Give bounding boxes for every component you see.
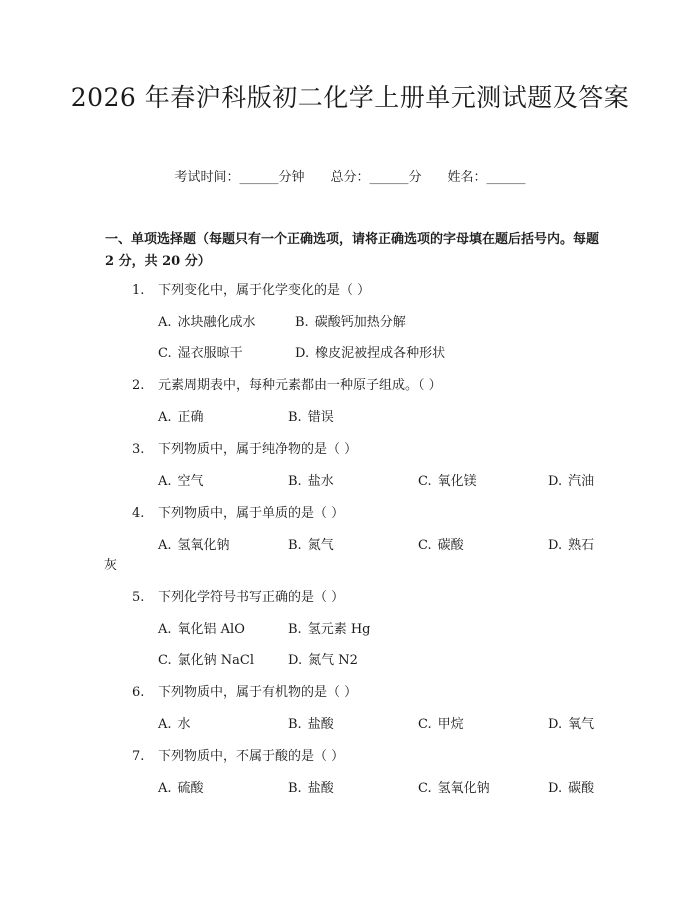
- option-letter: B.: [288, 781, 302, 796]
- option-b: [288, 779, 334, 799]
- option-text: 碳酸: [568, 781, 595, 796]
- question-text: 下列物质中，属于单质的是（ ）: [158, 506, 345, 521]
- option-letter: D.: [295, 346, 310, 361]
- option-letter: B.: [288, 538, 302, 553]
- option-letter: B.: [288, 717, 302, 732]
- option-letter: A.: [158, 315, 172, 330]
- question-6: [132, 683, 357, 703]
- options-row: [158, 779, 603, 799]
- options-row: [158, 313, 603, 333]
- question-4: [132, 504, 344, 524]
- option-letter: D.: [548, 538, 563, 553]
- option-text: 正确: [177, 410, 204, 425]
- options-row: [158, 408, 603, 428]
- options-row: [158, 651, 603, 671]
- options-row: [158, 472, 603, 492]
- option-a: [158, 715, 191, 735]
- option-a: [158, 779, 204, 799]
- option-b: [288, 408, 334, 428]
- option-text: 盐酸: [307, 781, 334, 796]
- question-text: 下列物质中，不属于酸的是（ ）: [158, 749, 345, 764]
- option-c: [158, 651, 254, 671]
- option-letter: A.: [158, 474, 172, 489]
- option-text: 氢元素 Hg: [307, 622, 371, 637]
- question-number: 7.: [132, 749, 145, 764]
- option-text: 湿衣服晾干: [177, 346, 243, 361]
- options-row: [158, 536, 603, 556]
- option-text: 碳酸: [437, 538, 464, 553]
- option-letter: A.: [158, 781, 172, 796]
- question-text: 下列物质中，属于纯净物的是（ ）: [158, 442, 358, 457]
- question-2: [132, 376, 442, 396]
- question-5: [132, 588, 344, 608]
- option-text: 甲烷: [437, 717, 464, 732]
- option-letter: D.: [288, 653, 303, 668]
- option-text: 硫酸: [177, 781, 204, 796]
- option-a: [158, 472, 204, 492]
- option-b: [288, 472, 334, 492]
- exam-meta: [0, 168, 700, 188]
- option-letter: B.: [288, 410, 302, 425]
- option-d: [548, 472, 594, 492]
- option-letter: A.: [158, 622, 172, 637]
- option-text: 错误: [307, 410, 334, 425]
- question-text: 下列物质中，属于有机物的是（ ）: [158, 685, 358, 700]
- option-letter: C.: [418, 474, 432, 489]
- option-text: 熟石: [568, 538, 595, 553]
- option-text: 汽油: [568, 474, 595, 489]
- student-name-field: 姓名：______: [447, 170, 526, 185]
- option-letter: C.: [158, 653, 172, 668]
- option-a: [158, 313, 256, 333]
- option-d: [288, 651, 358, 671]
- options-row: [158, 715, 603, 735]
- question-1: [132, 281, 370, 301]
- option-letter: D.: [548, 474, 563, 489]
- option-text: 空气: [177, 474, 204, 489]
- option-letter: A.: [158, 717, 172, 732]
- question-text: 元素周期表中，每种元素都由一种原子组成。（ ）: [158, 378, 442, 393]
- option-text: 盐水: [307, 474, 334, 489]
- option-b: [288, 620, 370, 640]
- option-c: [418, 715, 464, 735]
- option-a: [158, 620, 245, 640]
- question-text: 下列变化中，属于化学变化的是（ ）: [158, 283, 371, 298]
- option-b: [288, 715, 334, 735]
- option-letter: B.: [288, 474, 302, 489]
- option-letter: C.: [418, 781, 432, 796]
- option-b: [288, 536, 334, 556]
- question-number: 3.: [132, 442, 145, 457]
- option-text: 碳酸钙加热分解: [314, 315, 406, 330]
- question-number: 4.: [132, 506, 145, 521]
- total-score-field: 总分：______分: [330, 170, 422, 185]
- option-d: [548, 779, 594, 799]
- option-letter: C.: [418, 717, 432, 732]
- option-text: 水: [177, 717, 191, 732]
- option-text: 橡皮泥被捏成各种形状: [315, 346, 446, 361]
- option-a: [158, 536, 230, 556]
- option-text: 氯化钠 NaCl: [177, 653, 254, 668]
- option-letter: B.: [295, 315, 309, 330]
- option-letter: D.: [548, 781, 563, 796]
- option-text: 氮气: [307, 538, 334, 553]
- exam-time-field: 考试时间：______分钟: [174, 170, 305, 185]
- section-heading: 一、单项选择题（每题只有一个正确选项，请将正确选项的字母填在题后括号内。每题 2 分，共 20 分）: [105, 232, 600, 269]
- option-text: 氢氧化钠: [437, 781, 490, 796]
- question-number: 5.: [132, 590, 145, 605]
- option-text: 盐酸: [307, 717, 334, 732]
- option-c: [418, 536, 464, 556]
- question-text: 下列化学符号书写正确的是（ ）: [158, 590, 345, 605]
- option-wrap-continuation: 灰: [104, 558, 118, 573]
- question-number: 1.: [132, 283, 145, 298]
- question-7: [132, 747, 344, 767]
- option-c: [418, 472, 477, 492]
- option-c: [158, 344, 243, 364]
- document-title: 2026 年春沪科版初二化学上册单元测试题及答案: [70, 83, 630, 112]
- options-row: [158, 620, 603, 640]
- option-text: 氢氧化钠: [177, 538, 230, 553]
- question-number: 6.: [132, 685, 145, 700]
- option-a: [158, 408, 204, 428]
- option-text: 氧气: [568, 717, 595, 732]
- option-letter: A.: [158, 410, 172, 425]
- options-row: [158, 344, 603, 364]
- option-d: [295, 344, 445, 364]
- option-letter: A.: [158, 538, 172, 553]
- question-3: [132, 440, 357, 460]
- option-letter: D.: [548, 717, 563, 732]
- option-letter: B.: [288, 622, 302, 637]
- option-letter: C.: [158, 346, 172, 361]
- option-c: [418, 779, 490, 799]
- option-text: 氧化镁: [437, 474, 477, 489]
- question-number: 2.: [132, 378, 145, 393]
- option-b: [295, 313, 406, 333]
- option-text: 氧化铝 AlO: [177, 622, 245, 637]
- option-text: 氮气 N2: [308, 653, 358, 668]
- option-d: [548, 536, 594, 556]
- option-d: [548, 715, 594, 735]
- option-text: 冰块融化成水: [177, 315, 256, 330]
- option-letter: C.: [418, 538, 432, 553]
